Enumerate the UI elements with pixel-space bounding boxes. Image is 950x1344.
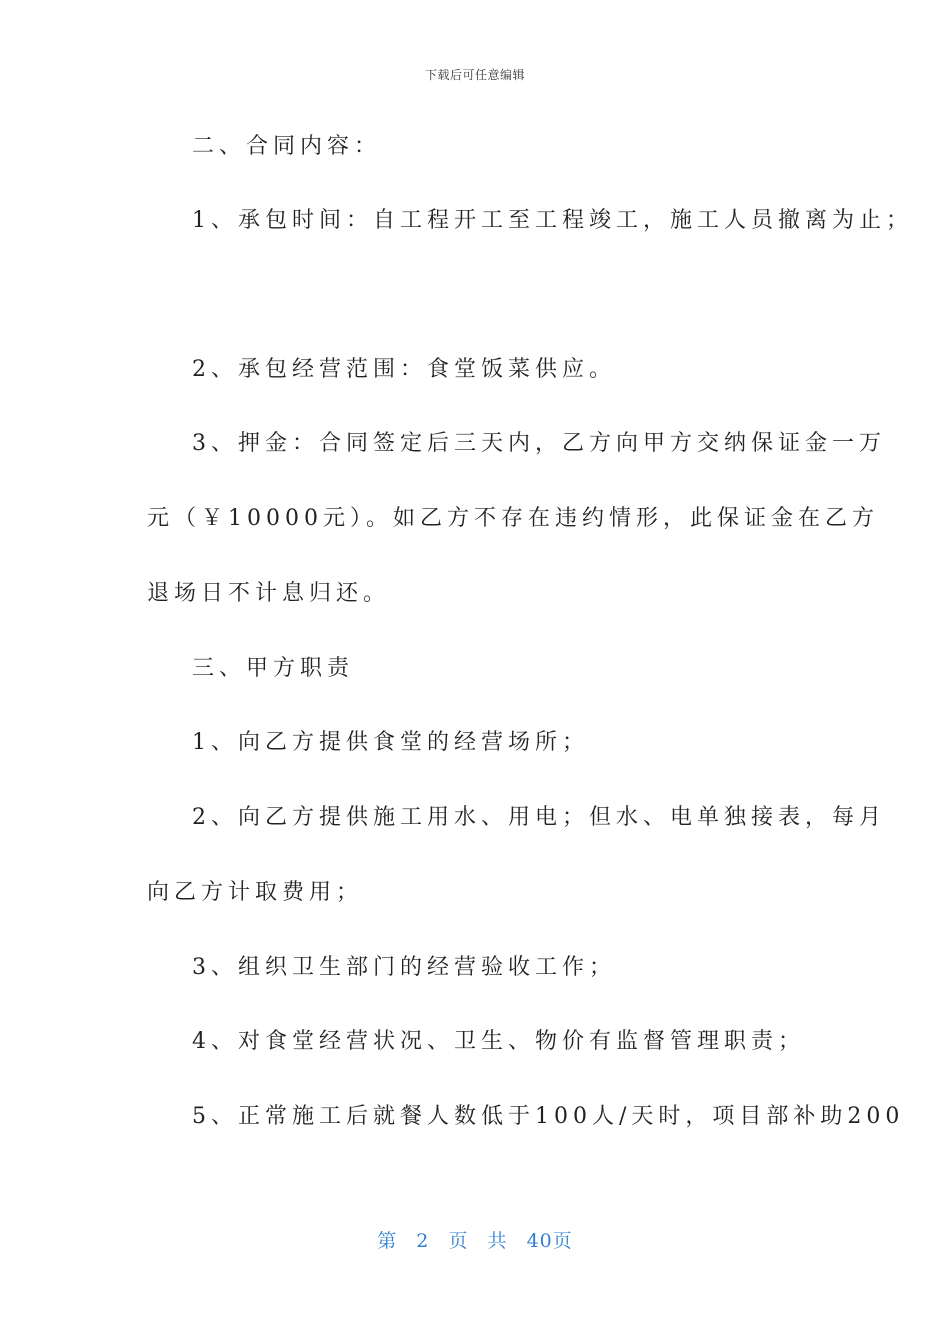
paragraph-duty-4: 4、对食堂经营状况、卫生、物价有监督管理职责； [192,1029,805,1054]
paragraph-duty-2-line-1: 2、向乙方提供施工用水、用电；但水、电单独接表，每月 [192,805,886,830]
paragraph-duty-2-line-2: 向乙方计取费用； [147,880,364,905]
section-heading-party-a-duties: 三、甲方职责 [192,656,355,681]
page-header-note: 下载后可任意编辑 [424,68,525,82]
paragraph-deposit-line-1: 3、押金：合同签定后三天内，乙方向甲方交纳保证金一万 [192,431,886,456]
paragraph-contract-period: 1、承包时间：自工程开工至工程竣工，施工人员撤离为止； [192,208,913,233]
paragraph-deposit-line-3: 退场日不计息归还。 [147,581,391,606]
paragraph-duty-1: 1、向乙方提供食堂的经营场所； [192,730,589,755]
paragraph-deposit-line-2: 元（￥10000元）。如乙方不存在违约情形，此保证金在乙方 [147,506,879,531]
footer-label-total: 共 [487,1230,508,1252]
footer-label-page: 第 [377,1230,398,1252]
page-number-footer [0,1226,950,1253]
paragraph-duty-5: 5、正常施工后就餐人数低于100人/天时，项目部补助200 [192,1104,905,1129]
paragraph-duty-3: 3、组织卫生部门的经营验收工作； [192,955,616,980]
footer-current-page: 2 [416,1230,430,1252]
footer-total-pages: 40页 [526,1230,573,1252]
footer-label-of: 页 [448,1230,469,1252]
section-heading-contract-content: 二、合同内容： [192,134,382,159]
paragraph-business-scope: 2、承包经营范围：食堂饭菜供应。 [192,357,616,382]
